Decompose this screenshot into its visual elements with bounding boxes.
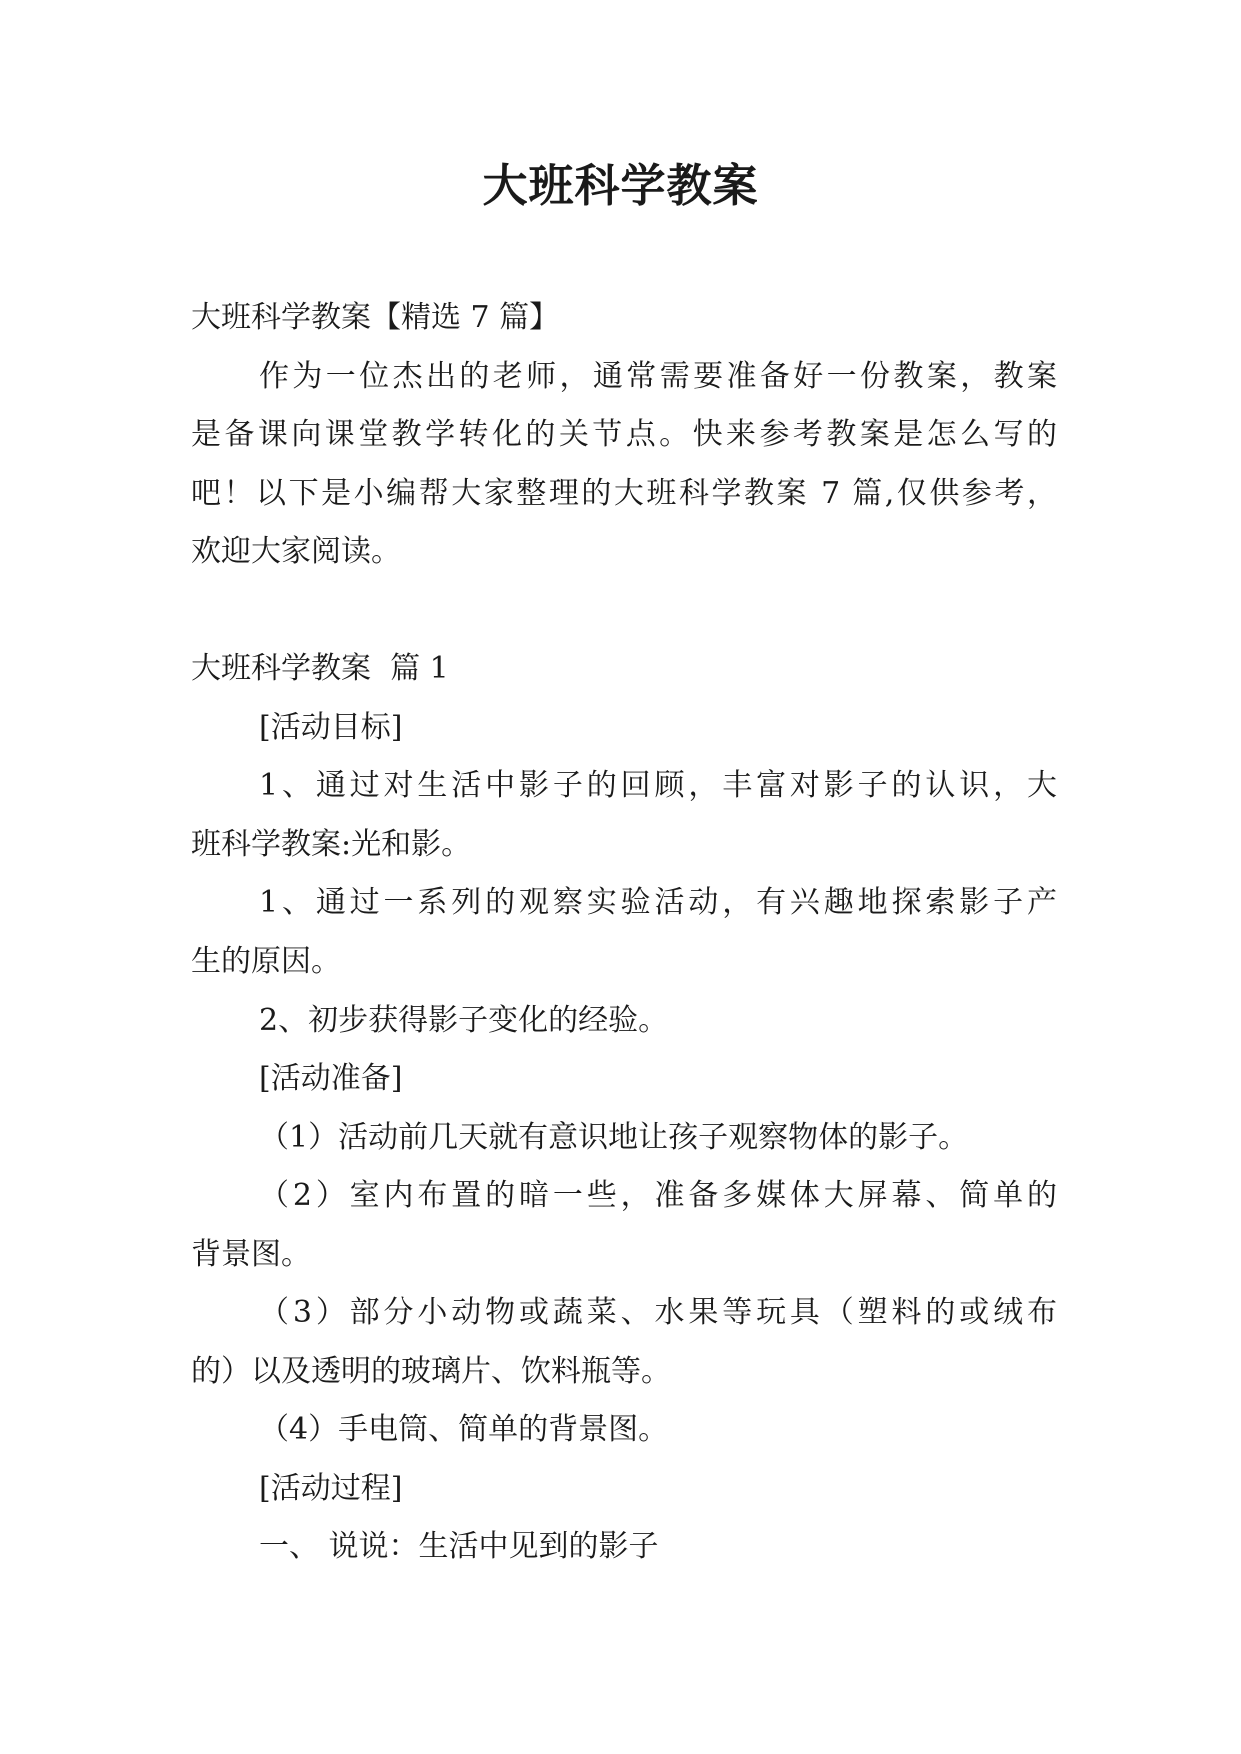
document-title: 大班科学教案	[482, 159, 759, 212]
objectives-line: 1、通过对生活中影子的回顾，丰富对影子的认识，大	[259, 768, 1057, 804]
objectives-line: 2、初步获得影子变化的经验。	[259, 1002, 669, 1038]
paragraph-spacer	[191, 582, 1057, 641]
intro-paragraph-line: 欢迎大家阅读。	[191, 534, 401, 570]
preparation-label: [活动准备]	[259, 1061, 403, 1097]
objectives-label: [活动目标]	[259, 709, 403, 745]
intro-paragraph-line: 吧！以下是小编帮大家整理的大班科学教案 7 篇,仅供参考，	[191, 475, 1057, 511]
process-line: 一、 说说：生活中见到的影子	[259, 1529, 659, 1565]
objectives-line: 生的原因。	[191, 944, 341, 980]
objectives-line: 1、通过一系列的观察实验活动，有兴趣地探索影子产	[259, 885, 1057, 921]
preparation-line: 的）以及透明的玻璃片、饮料瓶等。	[191, 1353, 671, 1389]
process-label: [活动过程]	[259, 1470, 403, 1506]
preparation-line: 背景图。	[191, 1236, 311, 1272]
section-heading: 大班科学教案 篇 1	[191, 651, 449, 687]
objectives-line: 班科学教案:光和影。	[191, 826, 472, 862]
preparation-line: （1）活动前几天就有意识地让孩子观察物体的影子。	[259, 1119, 969, 1155]
intro-heading: 大班科学教案【精选 7 篇】	[191, 300, 560, 335]
document-body	[191, 289, 1057, 1577]
intro-paragraph-line: 作为一位杰出的老师，通常需要准备好一份教案，教案	[259, 358, 1057, 394]
preparation-line: （3）部分小动物或蔬菜、水果等玩具（塑料的或绒布	[259, 1295, 1057, 1331]
intro-paragraph-line: 是备课向课堂教学转化的关节点。快来参考教案是怎么写的	[191, 417, 1057, 453]
preparation-line: （4）手电筒、简单的背景图。	[259, 1412, 669, 1448]
preparation-line: （2）室内布置的暗一些，准备多媒体大屏幕、简单的	[259, 1178, 1057, 1214]
